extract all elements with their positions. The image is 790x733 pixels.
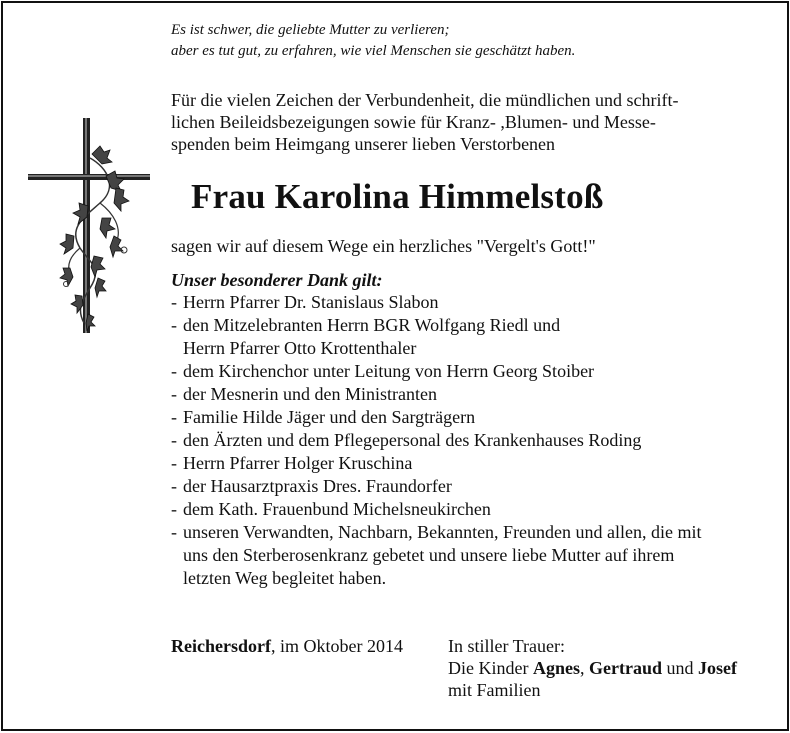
- mourning-label: In stiller Trauer:: [448, 636, 565, 656]
- dank-heading: Unser besonderer Dank gilt:: [171, 270, 383, 290]
- separator: und: [661, 658, 698, 678]
- list-item: - den Mitzelebranten Herrn BGR Wolfgang Riedl und Herrn Pfarrer Otto Krottenthaler: [171, 314, 771, 360]
- list-item: - den Ärzten und dem Pflegepersonal des Krankenhauses Roding: [171, 429, 771, 452]
- cross-with-ivy-icon: [28, 118, 150, 333]
- intro-line: spenden beim Heimgang unserer lieben Verstorbenen: [171, 134, 556, 154]
- child-name: Agnes: [532, 658, 580, 678]
- intro-paragraph: [171, 89, 771, 155]
- mourners-block: [448, 635, 737, 701]
- intro-line: Für die vielen Zeichen der Verbundenheit, die mündlichen und schrift-: [171, 90, 679, 110]
- list-item: - Herrn Pfarrer Dr. Stanislaus Slabon: [171, 291, 771, 314]
- separator: ,: [580, 658, 589, 678]
- list-item: - Herrn Pfarrer Holger Kruschina: [171, 452, 771, 475]
- families-label: mit Familien: [448, 680, 541, 700]
- children-prefix: Die Kinder: [448, 658, 533, 678]
- list-item: - der Mesnerin und den Ministranten: [171, 383, 771, 406]
- list-item: - dem Kirchenchor unter Leitung von Herrn Georg Stoiber: [171, 360, 771, 383]
- motto-line: Es ist schwer, die geliebte Mutter zu verlieren;: [171, 22, 450, 38]
- place-date: [171, 635, 403, 657]
- list-item: - dem Kath. Frauenbund Michelsneukirchen: [171, 498, 771, 521]
- child-name: Josef: [697, 658, 737, 678]
- motto-quote: [171, 20, 771, 62]
- thanks-line: sagen wir auf diesem Wege ein herzliches "Vergelt's Gott!": [171, 236, 596, 256]
- obituary-content: [171, 20, 771, 590]
- place-name: Reichersdorf: [171, 636, 271, 656]
- dank-list: [171, 291, 771, 590]
- motto-line: aber es tut gut, zu erfahren, wie viel Menschen sie geschätzt haben.: [171, 43, 576, 59]
- date-text: , im Oktober 2014: [270, 636, 403, 656]
- child-name: Gertraud: [589, 658, 662, 678]
- list-item: - unseren Verwandten, Nachbarn, Bekannten, Freunden und allen, die mit uns den Sterberosenkranz gebetet und unsere liebe Mutter auf ihrem letzten Weg begleitet haben.: [171, 521, 771, 590]
- list-item: - der Hausarztpraxis Dres. Fraundorfer: [171, 475, 771, 498]
- deceased-name: Frau Karolina Himmelstoß: [191, 177, 604, 216]
- intro-line: lichen Beileidsbezeigungen sowie für Kranz- ,Blumen- und Messe-: [171, 112, 656, 132]
- list-item: - Familie Hilde Jäger und den Sargträgern: [171, 406, 771, 429]
